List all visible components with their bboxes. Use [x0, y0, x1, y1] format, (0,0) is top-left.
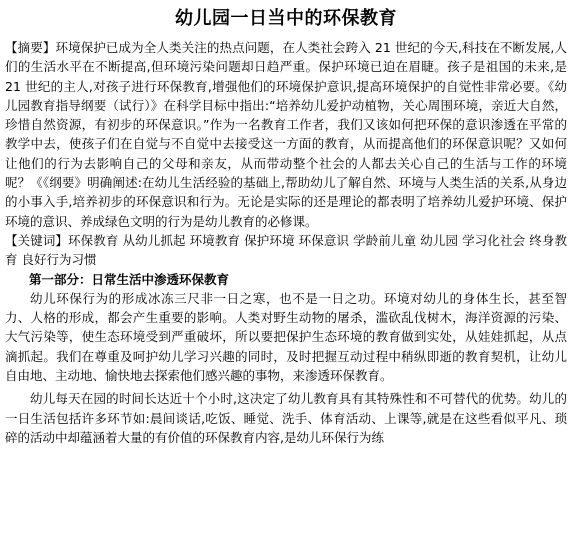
keywords-label: 【关键词】 — [5, 232, 69, 248]
abstract-label: 【摘要】 — [5, 40, 56, 55]
abstract-paragraph — [5, 38, 567, 231]
body-paragraph: 幼儿每天在园的时间长达近十个小时,这决定了幼儿教育具有其特殊性和不可替代的优势。幼儿的一日生活包括许多环节如:晨间谈话,吃饭、睡觉、洗手、体育活动、上课等,就是在这些看似平凡、琐碎的活动中却蕴涵着大量的有价值的环保教育内容,是幼儿环保行为练 — [5, 391, 567, 445]
section-heading: 第一部分：日常生活中渗透环保教育 — [29, 271, 230, 287]
abstract-text: 环境保护已成为全人类关注的热点问题，在人类社会跨入 21 世纪的今天,科技在不断发展,人们的生活水平在不断提高,但环境污染问题却日趋严重。保护环境已迫在眉睫。孩子是祖国的未来,是 21 世纪的主人,对孩子进行环保教育,增强他们的环境保护意识,提高环境保护的自觉性非常必要。《幼儿园教育指导纲要（试行）》在科学目标中指出:“培养幼儿爱护动植物，关心周围环境，亲近大自然，珍惜自然资源，有初步的环保意识。”作为一名教育工作者，我们又该如何把环保的意识渗透在平常的教学中去，使孩子们在自觉与不自觉中去接受这一方面的教育，从而提高他们的环保意识呢？又如何让他们的行为去影响自己的父母和亲友，从而带动整个社会的人都去关心自己的生活与工作的环境呢？《《纲要》明确阐述:在幼儿生活经验的基础上,帮助幼儿了解自然、环境与人类生活的关系,从身边的小事入手,培养初步的环保意识和行为。无论是实际的还是理论的都表明了培养幼儿爱护环境、保护环境的意识、养成绿色文明的行为是幼儿教育的必修课。 — [5, 40, 567, 229]
document-page — [0, 7, 571, 534]
keywords-text: 环保教育 从幼儿抓起 环境教育 保护环境 环保意识 学龄前儿童 幼儿园 学习化社会 终身教育 良好行为习惯 — [5, 232, 567, 268]
keywords-paragraph — [5, 231, 567, 270]
body-paragraph: 幼儿环保行为的形成冰冻三尺非一日之寒，也不是一日之功。环境对幼儿的身体生长，甚至智力、人格的形成，都会产生重要的影响。人类对野生动物的屠杀，滥砍乱伐树木，海洋资源的污染、大气污染等，使生态环境受到严重破坏，所以要把保护生态环境的教育做到实处，从娃娃抓起，从点滴抓起。我们在尊重及呵护幼儿学习兴趣的同时，及时把握互动过程中稍纵即逝的教育契机，让幼儿自由地、主动地、愉快地去探索他们感兴趣的事物，来渗透环保教育。 — [5, 290, 567, 384]
document-title: 幼儿园一日当中的环保教育 — [175, 8, 397, 29]
